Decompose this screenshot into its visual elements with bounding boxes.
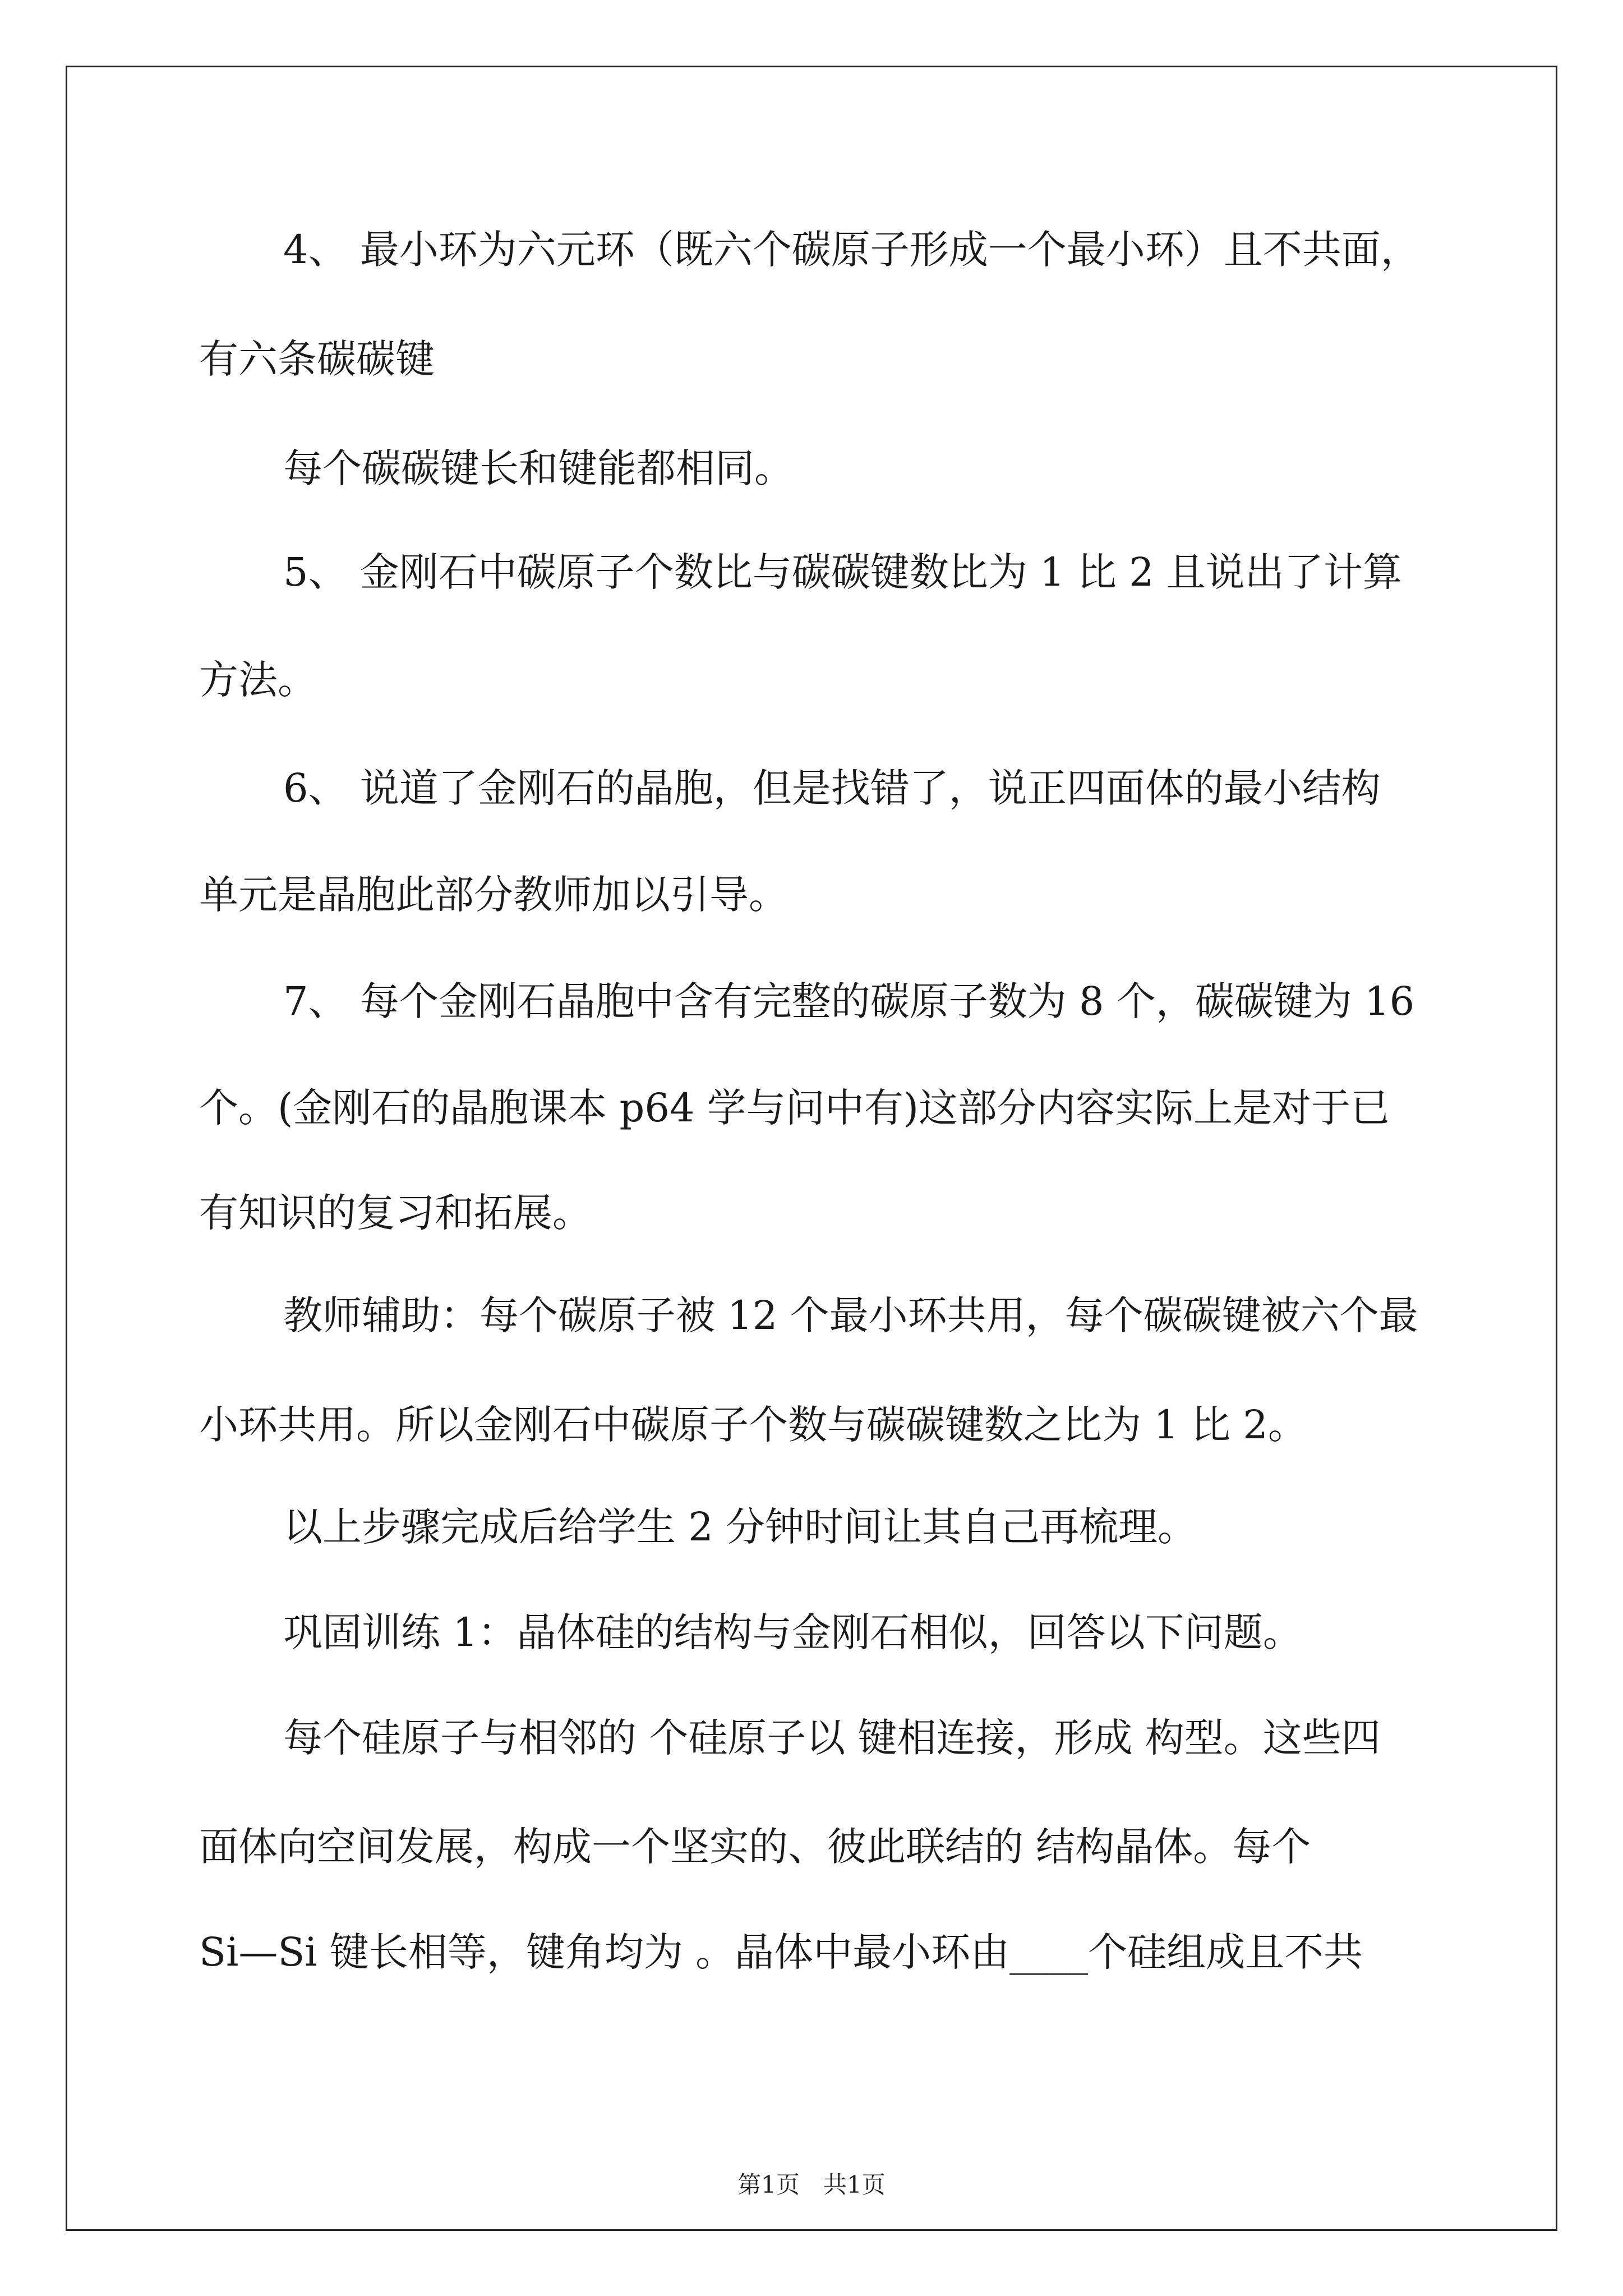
- paragraph-line: 有六条碳碳键: [199, 336, 435, 382]
- page-number-footer: 第1页 共1页: [737, 2171, 886, 2198]
- paragraph-line: 每个硅原子与相邻的 个硅原子以 键相连接，形成 构型。这些四: [283, 1715, 1381, 1761]
- paragraph-line: 4、 最小环为六元环（既六个碳原子形成一个最小环）且不共面，: [283, 227, 1420, 273]
- paragraph-line: 教师辅助：每个碳原子被 12 个最小环共用，每个碳碳键被六个最: [283, 1292, 1418, 1338]
- paragraph-line: 方法。: [199, 657, 317, 703]
- paragraph-line: 巩固训练 1：晶体硅的结构与金刚石相似，回答以下问题。: [283, 1609, 1302, 1655]
- paragraph-line: 6、 说道了金刚石的晶胞，但是找错了，说正四面体的最小结构: [283, 765, 1381, 811]
- paragraph-line: 7、 每个金刚石晶胞中含有完整的碳原子数为 8 个，碳碳键为 16: [283, 978, 1415, 1024]
- paragraph-line: 5、 金刚石中碳原子个数比与碳碳键数比为 1 比 2 且说出了计算: [283, 549, 1402, 595]
- paragraph-line: 面体向空间发展，构成一个坚实的、彼此联结的 结构晶体。每个: [199, 1824, 1311, 1870]
- paragraph-line: 有知识的复习和拓展。: [199, 1190, 592, 1236]
- page-border: [66, 66, 1557, 2231]
- paragraph-line: 单元是晶胞此部分教师加以引导。: [199, 872, 788, 918]
- paragraph-line: 个。(金刚石的晶胞课本 p64 学与问中有)这部分内容实际上是对于已: [199, 1085, 1390, 1131]
- paragraph-line: 以上步骤完成后给学生 2 分钟时间让其自己再梳理。: [283, 1504, 1197, 1550]
- paragraph-line: 小环共用。所以金刚石中碳原子个数与碳碳键数之比为 1 比 2。: [199, 1402, 1307, 1448]
- paragraph-line: Si—Si 键长相等，键角均为 。晶体中最小环由____个硅组成且不共: [199, 1929, 1363, 1975]
- paragraph-line: 每个碳碳键长和键能都相同。: [283, 445, 794, 491]
